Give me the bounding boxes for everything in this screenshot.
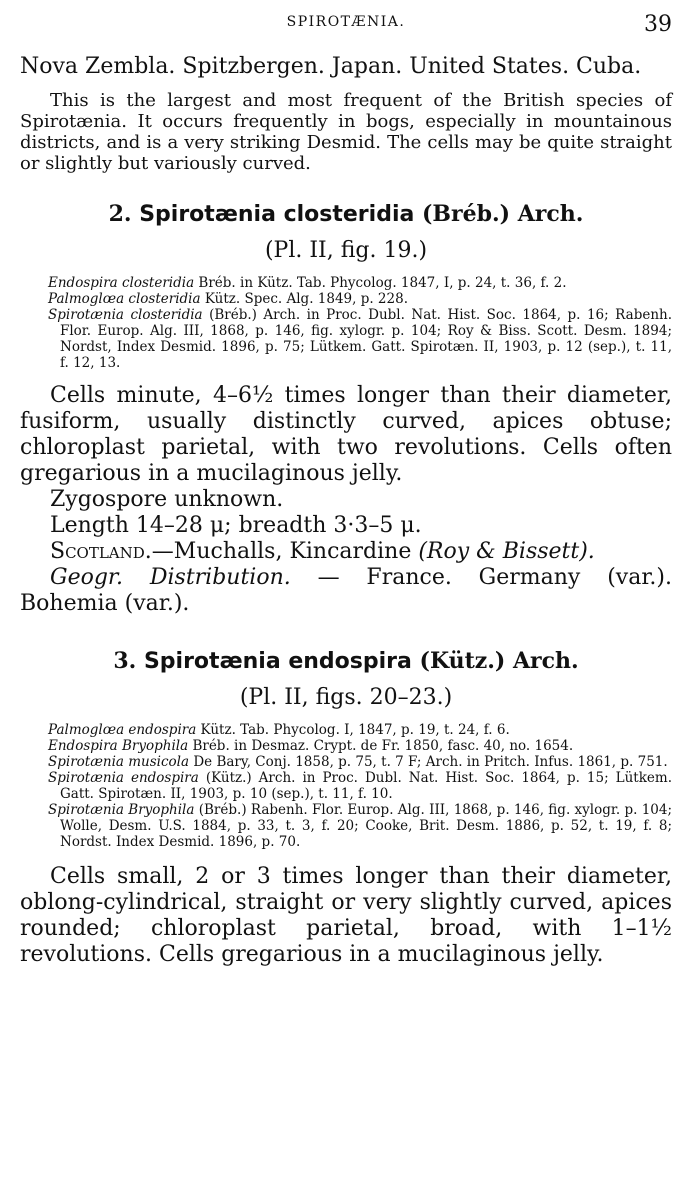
- species-heading: [20, 200, 672, 229]
- species-number: 3.: [113, 648, 137, 674]
- plate-reference: (Pl. II, fig. 19.): [264, 238, 428, 263]
- running-title: SPIROTÆNIA.: [286, 14, 406, 30]
- species-description: Cells small, 2 or 3 times longer than their diameter, oblong-cylindrical, straight or very slightly curved, apices rounded; chloroplast parietal, broad, with 1–1½ revolutions. Cells gregarious in a mucilaginous jelly.: [20, 864, 672, 967]
- plate-reference: (Pl. II, figs. 20–23.): [239, 685, 453, 710]
- zygospore-note: Zygospore unknown.: [50, 487, 284, 512]
- synonym-entry: Endospira closteridia Bréb. in Kütz. Tab. Phycolog. 1847, I, p. 24, t. 36, f. 2.: [48, 275, 567, 291]
- synonym-entry: Spirotænia musicola De Bary, Conj. 1858, p. 75, t. 7 F; Arch. in Pritch. Infus. 1861, p. 751.: [48, 754, 668, 770]
- distribution-text: Nova Zembla. Spitzbergen. Japan. United States. Cuba.: [20, 54, 642, 79]
- synonym-entry: Endospira Bryophila Bréb. in Desmaz. Crypt. de Fr. 1850, fasc. 40, no. 1654.: [48, 738, 574, 754]
- species-authority: (Bréb.) Arch.: [422, 201, 584, 227]
- synonym-entry: Palmoglœa closteridia Kütz. Spec. Alg. 1849, p. 228.: [48, 291, 408, 307]
- synonym-list: [48, 275, 672, 371]
- synonym-entry: Spirotænia endospira (Kütz.) Arch. in Proc. Dubl. Nat. Hist. Soc. 1864, p. 15; Lütkem. Gatt. Spirotæn. II, 1903, p. 10 (sep.), t. 11, f. 10.: [48, 770, 672, 802]
- page-number: 39: [644, 12, 672, 37]
- document-page: [20, 8, 672, 968]
- synonym-entry: Spirotænia closteridia (Bréb.) Arch. in Proc. Dubl. Nat. Hist. Soc. 1864, p. 16; Rabenh. Flor. Europ. Alg. III, 1868, p. 146, fig. xylogr. p. 104; Roy & Biss. Scott. Desm. 1894; Nordst, Index Desmid. 1896, p. 75; Lütkem. Gatt. Spirotæn. II, 1903, p. 12 (sep.), t. 11, f. 12, 13.: [48, 307, 672, 371]
- page-header: [20, 8, 672, 44]
- synonym-entry: Spirotænia Bryophila (Bréb.) Rabenh. Flor. Europ. Alg. III, 1868, p. 146, fig. xylogr. p. 104; Wolle, Desm. U.S. 1884, p. 33, t. 3, f. 20; Cooke, Brit. Desm. 1886, p. 52, t. 19, f. 8; Nordst. Index Desmid. 1896, p. 70.: [48, 802, 673, 850]
- species-heading: [20, 647, 672, 676]
- locality: Scotland.—Muchalls, Kincardine (Roy & Bissett).: [50, 539, 595, 564]
- species-number: 2.: [108, 201, 132, 227]
- species-note: This is the largest and most frequent of the British species of Spirotænia. It occurs frequently in bogs, especially in mountainous districts, and is a very striking Desmid. The cells may be quite straight or slightly but variously curved.: [20, 90, 672, 174]
- synonym-entry: Palmoglœa endospira Kütz. Tab. Phycolog. I, 1847, p. 19, t. 24, f. 6.: [48, 722, 510, 738]
- measurements: Length 14–28 μ; breadth 3·3–5 μ.: [50, 513, 422, 538]
- species-name: Spirotænia endospira: [143, 649, 412, 674]
- synonym-list: [48, 722, 672, 850]
- species-description: Cells minute, 4–6½ times longer than their diameter, fusiform, usually distinctly curved, apices obtuse; chloroplast parietal, with two revolutions. Cells often gregarious in a mucilaginous jelly.: [20, 383, 672, 486]
- species-name: Spirotænia closteridia: [139, 202, 415, 227]
- species-authority: (Kütz.) Arch.: [419, 648, 579, 674]
- geographic-distribution: Geogr. Distribution. — France. Germany (var.). Bohemia (var.).: [20, 565, 672, 616]
